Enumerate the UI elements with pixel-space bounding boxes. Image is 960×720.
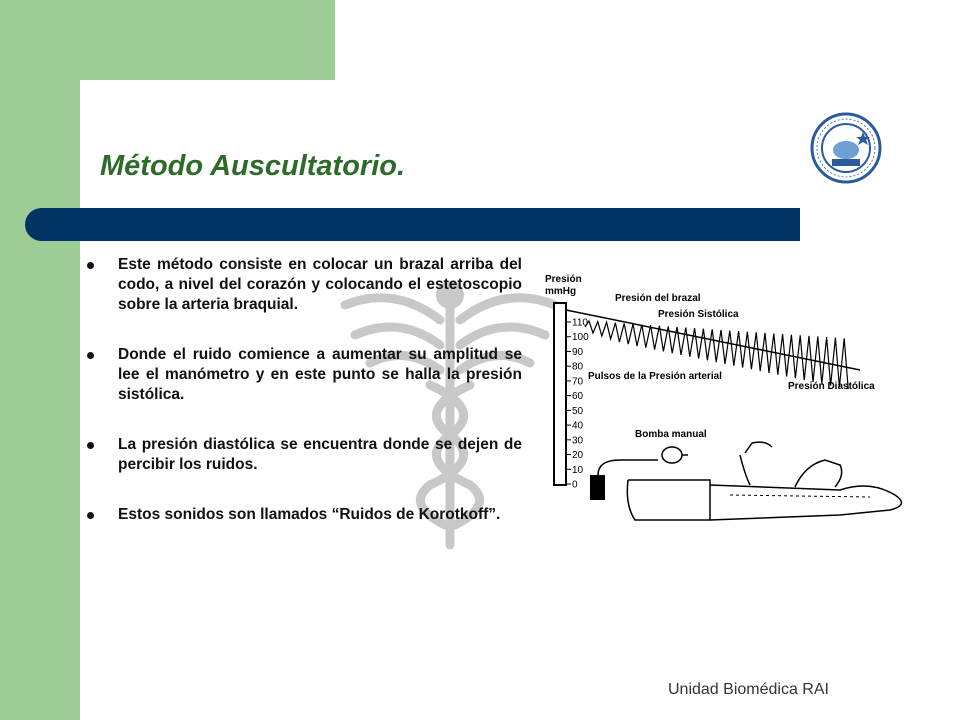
manometer-column <box>554 303 566 485</box>
label-cuff-pressure: Presión del brazal <box>615 293 701 304</box>
espol-seal-icon <box>810 112 882 184</box>
y-tick-label: 40 <box>572 420 584 432</box>
y-tick-label: 0 <box>572 479 578 491</box>
slide-footer: Unidad Biomédica RAI <box>668 681 829 698</box>
y-tick-label: 50 <box>572 405 584 417</box>
label-systolic: Presión Sistólica <box>658 309 739 320</box>
y-tick-label: 70 <box>572 376 584 388</box>
y-tick-label: 110 <box>572 317 588 329</box>
bullet-list <box>80 255 522 555</box>
y-tick-label: 90 <box>572 346 584 358</box>
bullet-item: La presión diastólica se encuentra donde se dejen de percibir los ruidos. <box>80 435 522 475</box>
arm-and-cuff-drawing <box>598 442 901 520</box>
bullet-item: Este método consiste en colocar un brazal arriba del codo, a nivel del corazón y colocando el estetoscopio sobre la arteria braquial. <box>80 255 522 315</box>
green-top-band <box>0 0 335 80</box>
y-tick-label: 30 <box>572 435 584 447</box>
y-axis-unit: mmHg <box>545 286 577 297</box>
slide-title: Método Auscultatorio. <box>100 150 406 182</box>
y-tick-label: 100 <box>572 332 589 344</box>
y-tick-label: 20 <box>572 450 584 462</box>
mercury-reservoir <box>590 475 605 500</box>
y-tick-label: 60 <box>572 391 584 403</box>
label-pump: Bomba manual <box>635 429 707 440</box>
bullet-item: Donde el ruido comience a aumentar su amplitud se lee el manómetro y en este punto se halla la presión sistólica. <box>80 345 522 405</box>
y-tick-label: 80 <box>572 361 584 373</box>
y-axis-label: Presión <box>545 274 582 285</box>
y-tick-label: 10 <box>572 464 584 476</box>
bullet-item: Estos sonidos son llamados “Ruidos de Korotkoff”. <box>80 505 522 525</box>
title-divider-bar <box>25 208 800 241</box>
green-side-band <box>0 0 80 720</box>
label-diastolic: Presión Diastólica <box>788 381 875 392</box>
y-axis-ticks <box>566 318 589 491</box>
label-pulses: Pulsos de la Presión arterial <box>588 371 722 382</box>
blood-pressure-diagram <box>540 265 920 545</box>
